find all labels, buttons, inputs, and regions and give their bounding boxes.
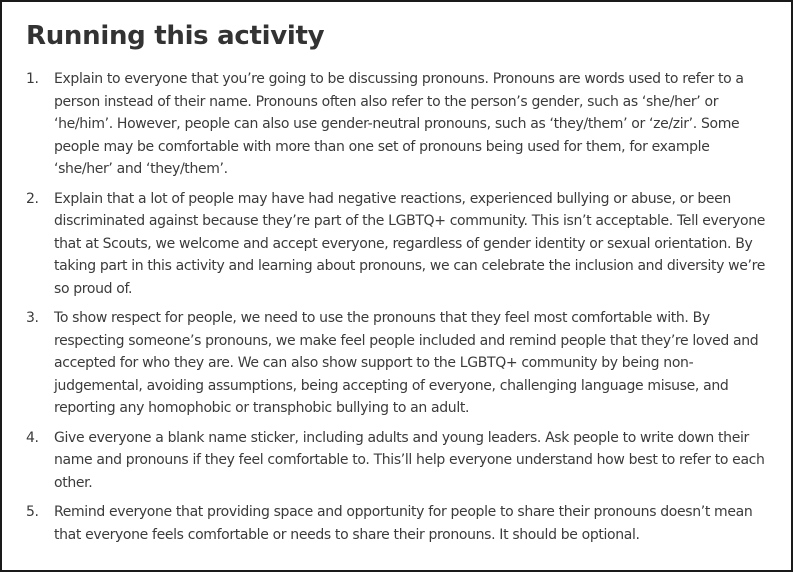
section-title: Running this activity [26,21,325,51]
step-item-5 [26,501,767,546]
step-item-1 [26,68,767,181]
step-number: 5. [26,504,39,520]
step-text: Explain that a lot of people may have had negative reactions, experienced bullying or abuse, or been discriminated against because they’re part of the LGBTQ+ community. This isn’t acceptable. Tell everyone that at Scouts, we welcome and accept everyone, regardless of gender identity or sexual orientation. By taking part in this activity and learning about pronouns, we can celebrate the inclusion and diversity we’re so proud of. [54,190,766,297]
step-text: To show respect for people, we need to use the pronouns that they feel most comfortable with. By respecting someone’s pronouns, we make feel people included and remind people that they’re loved and accepted for who they are. We can also show support to the LGBTQ+ community by being non-judgemental, avoiding assumptions, being accepting of everyone, challenging language misuse, and reporting any homophobic or transphobic bullying to an adult. [54,310,759,416]
step-text: Remind everyone that providing space and opportunity for people to share their pronouns doesn’t mean that everyone feels comfortable or needs to share their pronouns. It should be optional. [54,504,753,543]
step-item-2 [26,188,767,301]
step-item-3 [26,307,767,420]
step-text: Give everyone a blank name sticker, including adults and young leaders. Ask people to write down their name and pronouns if they feel comfortable to. This’ll help everyone understand how best to refer to each other. [54,429,765,491]
step-text: Explain to everyone that you’re going to be discussing pronouns. Pronouns are words used to refer to a person instead of their name. Pronouns often also refer to the person’s gender, such as ‘she/her’ or ‘he/him’. However, people can also use gender-neutral pronouns, such as ‘they/them’ or ‘ze/zir’. Some people may be comfortable with more than one set of pronouns being used for them, for example ‘she/her’ and ‘they/them’. [54,71,744,177]
step-number: 4. [26,429,39,446]
step-item-4 [26,427,767,495]
steps-list [26,68,767,546]
step-number: 2. [26,190,39,207]
step-number: 3. [26,310,39,326]
step-number: 1. [26,71,39,87]
